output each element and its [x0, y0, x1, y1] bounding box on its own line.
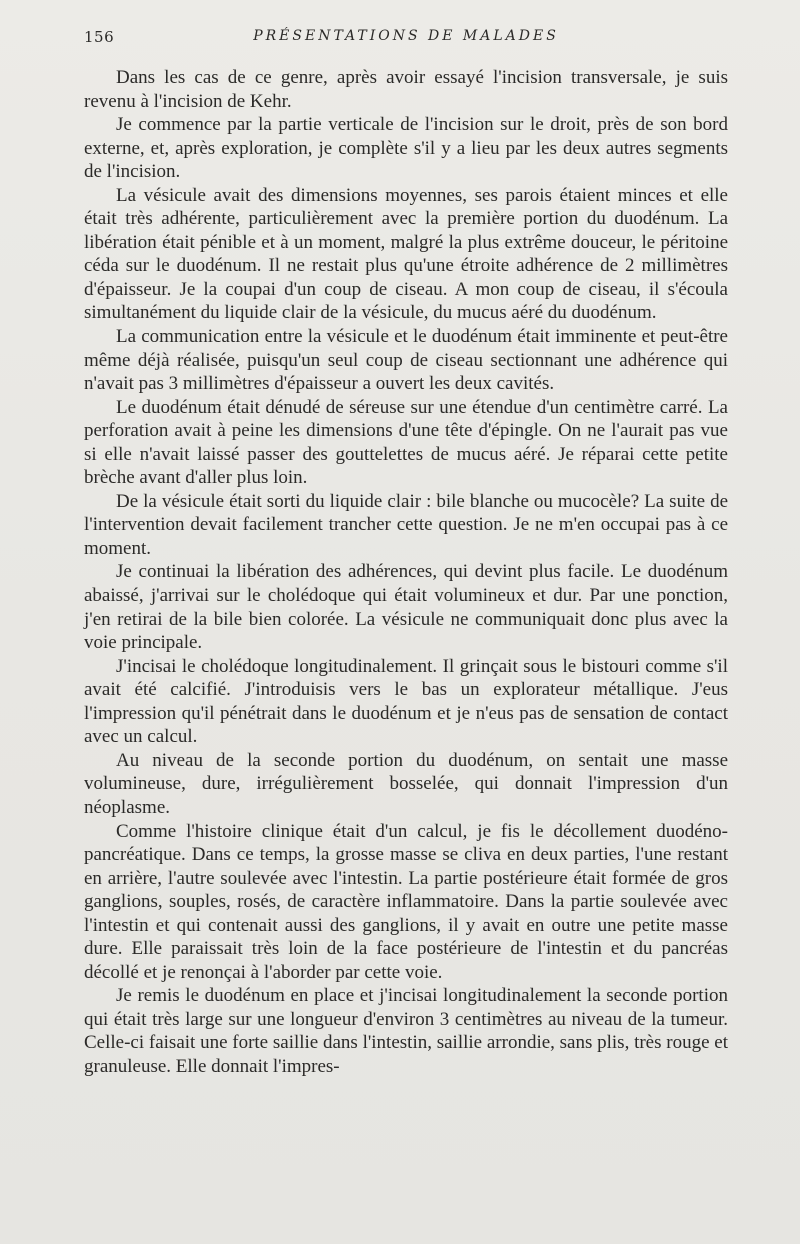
paragraph: Je commence par la partie verticale de l'incision sur le droit, près de son bord externe, et, après exploration, je complète s'il y a lieu par les deux autres segments de l'incision. [84, 114, 728, 183]
paragraph: De la vésicule était sorti du liquide clair : bile blanche ou mucocèle? La suite de l'intervention devait facilement trancher cette question. Je ne m'en occupai pas à ce moment. [84, 490, 728, 559]
paragraph: La vésicule avait des dimensions moyennes, ses parois étaient minces et elle était très adhérente, particulièrement avec la première portion du duodénum. La libération était pénible et à un moment, malgré la plus extrême douceur, le péritoine céda sur le duodénum. Il ne restait plus qu'une étroite adhérence de 2 millimètres d'épaisseur. Je la coupai d'un coup de ciseau. A mon coup de ciseau, il s'écoula simultanément du liquide clair de la vésicule, du mucus aéré du duodénum. [84, 184, 728, 324]
paragraph: Au niveau de la seconde portion du duodénum, on sentait une masse volumineuse, dure, irrégulièrement bosselée, qui donnait l'impression d'un néoplasme. [84, 749, 728, 818]
paragraph: Le duodénum était dénudé de séreuse sur une étendue d'un centimètre carré. La perforation avait à peine les dimensions d'une tête d'épingle. On ne l'aurait pas vue si elle n'avait laissé passer des gouttelettes de mucus aéré. Je réparai cette petite brèche avant d'aller plus loin. [84, 396, 728, 489]
paragraph: Je remis le duodénum en place et j'incisai longitudinalement la seconde portion qui était très large sur une longueur d'environ 3 centimètres au niveau de la tumeur. Celle-ci faisait une forte saillie dans l'intestin, saillie arrondie, sans plis, très rouge et granuleuse. Elle donnait l'impres- [84, 985, 728, 1077]
paragraph: Dans les cas de ce genre, après avoir essayé l'incision transversale, je suis revenu à l'incision de Kehr. [84, 67, 728, 112]
page-header [84, 28, 728, 52]
paragraph: J'incisai le cholédoque longitudinalement. Il grinçait sous le bistouri comme s'il avait été calcifié. J'introduisis vers le bas un explorateur métallique. J'eus l'impression qu'il pénétrait dans le duodénum et je n'eus pas de sensation de contact avec un calcul. [84, 655, 728, 748]
body-text [84, 66, 728, 1079]
page-number: 156 [84, 28, 115, 46]
paragraph: La communication entre la vésicule et le duodénum était imminente et peut-être même déjà réalisée, puisqu'un seul coup de ciseau sectionnant une adhérence qui n'avait pas 3 millimètres d'épaisseur a ouvert les deux cavités. [84, 326, 728, 395]
paragraph: Je continuai la libération des adhérences, qui devint plus facile. Le duodénum abaissé, j'arrivai sur le cholédoque qui était volumineux et dur. Par une ponction, j'en retirai de la bile bien colorée. La vésicule ne communiquait donc plus avec la voie principale. [84, 561, 728, 654]
paragraph: Comme l'histoire clinique était d'un calcul, je fis le décollement duodéno-pancréatique. Dans ce temps, la grosse masse se cliva en deux parties, l'une restant en arrière, l'autre soulevée avec l'intestin. La partie postérieure était formée de gros ganglions, souples, rosés, de caractère inflammatoire. Dans la partie soulevée avec l'intestin et qui contenait aussi des ganglions, il y avait en outre une petite masse dure. Elle paraissait très loin de la face postérieure de l'intestin et du pancréas décollé et je renonçai à l'aborder par cette voie. [84, 820, 728, 983]
running-title: PRÉSENTATIONS DE MALADES [253, 28, 559, 44]
